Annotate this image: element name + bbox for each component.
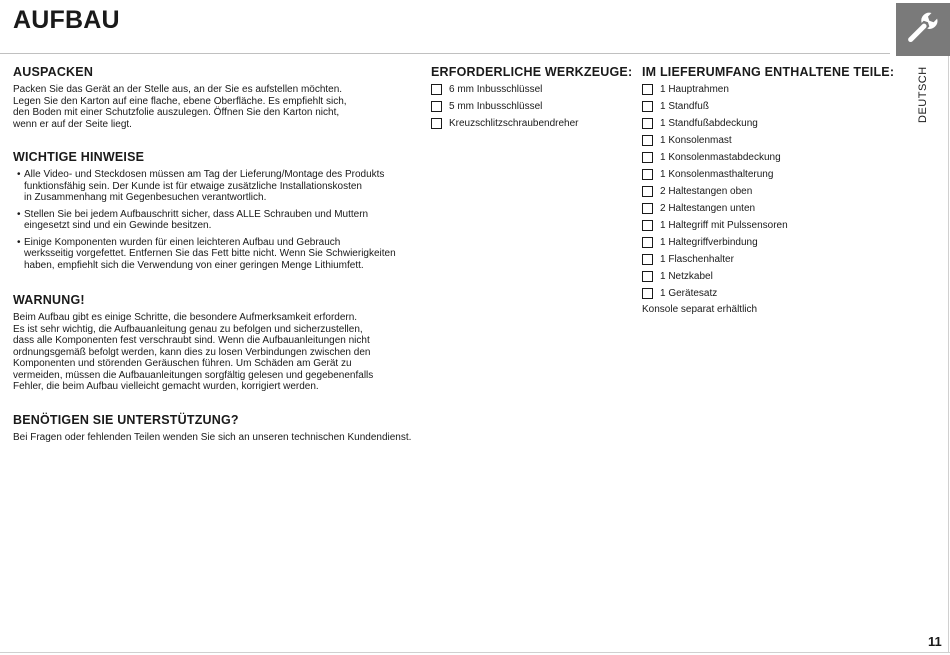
checklist-item: 1 Standfußabdeckung bbox=[642, 115, 788, 132]
contents-heading: IM LIEFERUMFANG ENTHALTENE TEILE: bbox=[642, 65, 895, 79]
console-note: Konsole separat erhältlich bbox=[642, 304, 758, 315]
checkbox[interactable] bbox=[642, 203, 653, 214]
checklist-item: Kreuzschlitzschraubendreher bbox=[431, 115, 579, 132]
checkbox[interactable] bbox=[642, 220, 653, 231]
list-item: • Stellen Sie bei jedem Aufbauschritt sicher, dass ALLE Schrauben und Muttern eingesetzt sind und ein Gewinde besitzen. bbox=[13, 209, 403, 232]
checkbox[interactable] bbox=[642, 169, 653, 180]
title-divider bbox=[0, 53, 890, 54]
checklist-item: 1 Netzkabel bbox=[642, 268, 788, 285]
checklist-item: 1 Standfuß bbox=[642, 98, 788, 115]
checkbox[interactable] bbox=[642, 186, 653, 197]
checkbox[interactable] bbox=[642, 118, 653, 129]
checklist-item: 1 Haltegriff mit Pulssensoren bbox=[642, 217, 788, 234]
checklist-item: 1 Flaschenhalter bbox=[642, 251, 788, 268]
checkbox[interactable] bbox=[431, 118, 442, 129]
checkbox[interactable] bbox=[642, 101, 653, 112]
right-edge-rule bbox=[948, 56, 949, 652]
checkbox[interactable] bbox=[642, 288, 653, 299]
list-item: • Alle Video- und Steckdosen müssen am Tag der Lieferung/Montage des Produkts funktionsfähig sein. Der Kunde ist für etwaige zusätzliche Installationskosten in Zusammenhang mit Gegenbesuchen verantwortlich. bbox=[13, 169, 403, 204]
contents-checklist bbox=[642, 81, 788, 302]
checklist-item: 6 mm Inbusschlüssel bbox=[431, 81, 579, 98]
support-text: Bei Fragen oder fehlenden Teilen wenden Sie sich an unseren technischen Kundendienst. bbox=[13, 432, 412, 443]
language-label: DEUTSCH bbox=[917, 66, 929, 123]
list-item: • Einige Komponenten wurden für einen leichteren Aufbau und Gebrauch werksseitig vorgefettet. Entfernen Sie das Fett bitte nicht. Wenn Sie Schwierigkeiten haben, empfiehlt sich die Verwendung von einer geringen Menge Lithiumfett. bbox=[13, 237, 403, 272]
checkbox[interactable] bbox=[642, 84, 653, 95]
page-title: AUFBAU bbox=[13, 6, 120, 34]
tools-heading: ERFORDERLICHE WERKZEUGE: bbox=[431, 65, 633, 79]
unpacking-text: Packen Sie das Gerät an der Stelle aus, an der Sie es aufstellen möchten. Legen Sie den Karton auf eine flache, ebene Oberfläche. Es empfiehlt sich, den Boden mit einer Schutzfolie auszulegen. Öffnen Sie den Karton nicht, wenn er auf der Seite liegt. bbox=[13, 84, 347, 130]
checklist-item: 1 Konsolenmastabdeckung bbox=[642, 149, 788, 166]
checklist-item: 2 Haltestangen unten bbox=[642, 200, 788, 217]
checklist-item: 1 Konsolenmasthalterung bbox=[642, 166, 788, 183]
unpacking-heading: AUSPACKEN bbox=[13, 65, 94, 79]
notes-heading: WICHTIGE HINWEISE bbox=[13, 150, 145, 164]
checklist-item: 1 Haltegriffverbindung bbox=[642, 234, 788, 251]
checkbox[interactable] bbox=[642, 254, 653, 265]
notes-list bbox=[13, 169, 403, 276]
warning-text: Beim Aufbau gibt es einige Schritte, die besondere Aufmerksamkeit erfordern. Es ist sehr wichtig, die Aufbauanleitung genau zu befolgen und sicherzustellen, dass alle Komponenten fest verschraubt sind. Wenn die Aufbauanleitungen nicht ordnungsgemäß befolgt werden, kann dies zu losen Verbindungen zwischen den Komponenten und störenden Geräuschen führen. Um Schäden am Gerät zu vermeiden, müssen die Aufbauanleitungen sorgfältig gelesen und gegebenenfalls Fehler, die beim Aufbau vielleicht gemacht wurden, korrigiert werden. bbox=[13, 312, 374, 392]
wrench-tab bbox=[896, 3, 950, 56]
checkbox[interactable] bbox=[431, 84, 442, 95]
bottom-edge-rule bbox=[0, 652, 950, 653]
page-number: 11 bbox=[928, 634, 942, 649]
checkbox[interactable] bbox=[642, 135, 653, 146]
checkbox[interactable] bbox=[642, 237, 653, 248]
checklist-item: 1 Hauptrahmen bbox=[642, 81, 788, 98]
tools-checklist bbox=[431, 81, 579, 132]
checklist-item: 5 mm Inbusschlüssel bbox=[431, 98, 579, 115]
support-heading: BENÖTIGEN SIE UNTERSTÜTZUNG? bbox=[13, 413, 239, 427]
checklist-item: 1 Konsolenmast bbox=[642, 132, 788, 149]
checklist-item: 2 Haltestangen oben bbox=[642, 183, 788, 200]
checkbox[interactable] bbox=[431, 101, 442, 112]
checklist-item: 1 Gerätesatz bbox=[642, 285, 788, 302]
warning-heading: WARNUNG! bbox=[13, 293, 85, 307]
checkbox[interactable] bbox=[642, 271, 653, 282]
wrench-icon bbox=[903, 10, 943, 50]
checkbox[interactable] bbox=[642, 152, 653, 163]
